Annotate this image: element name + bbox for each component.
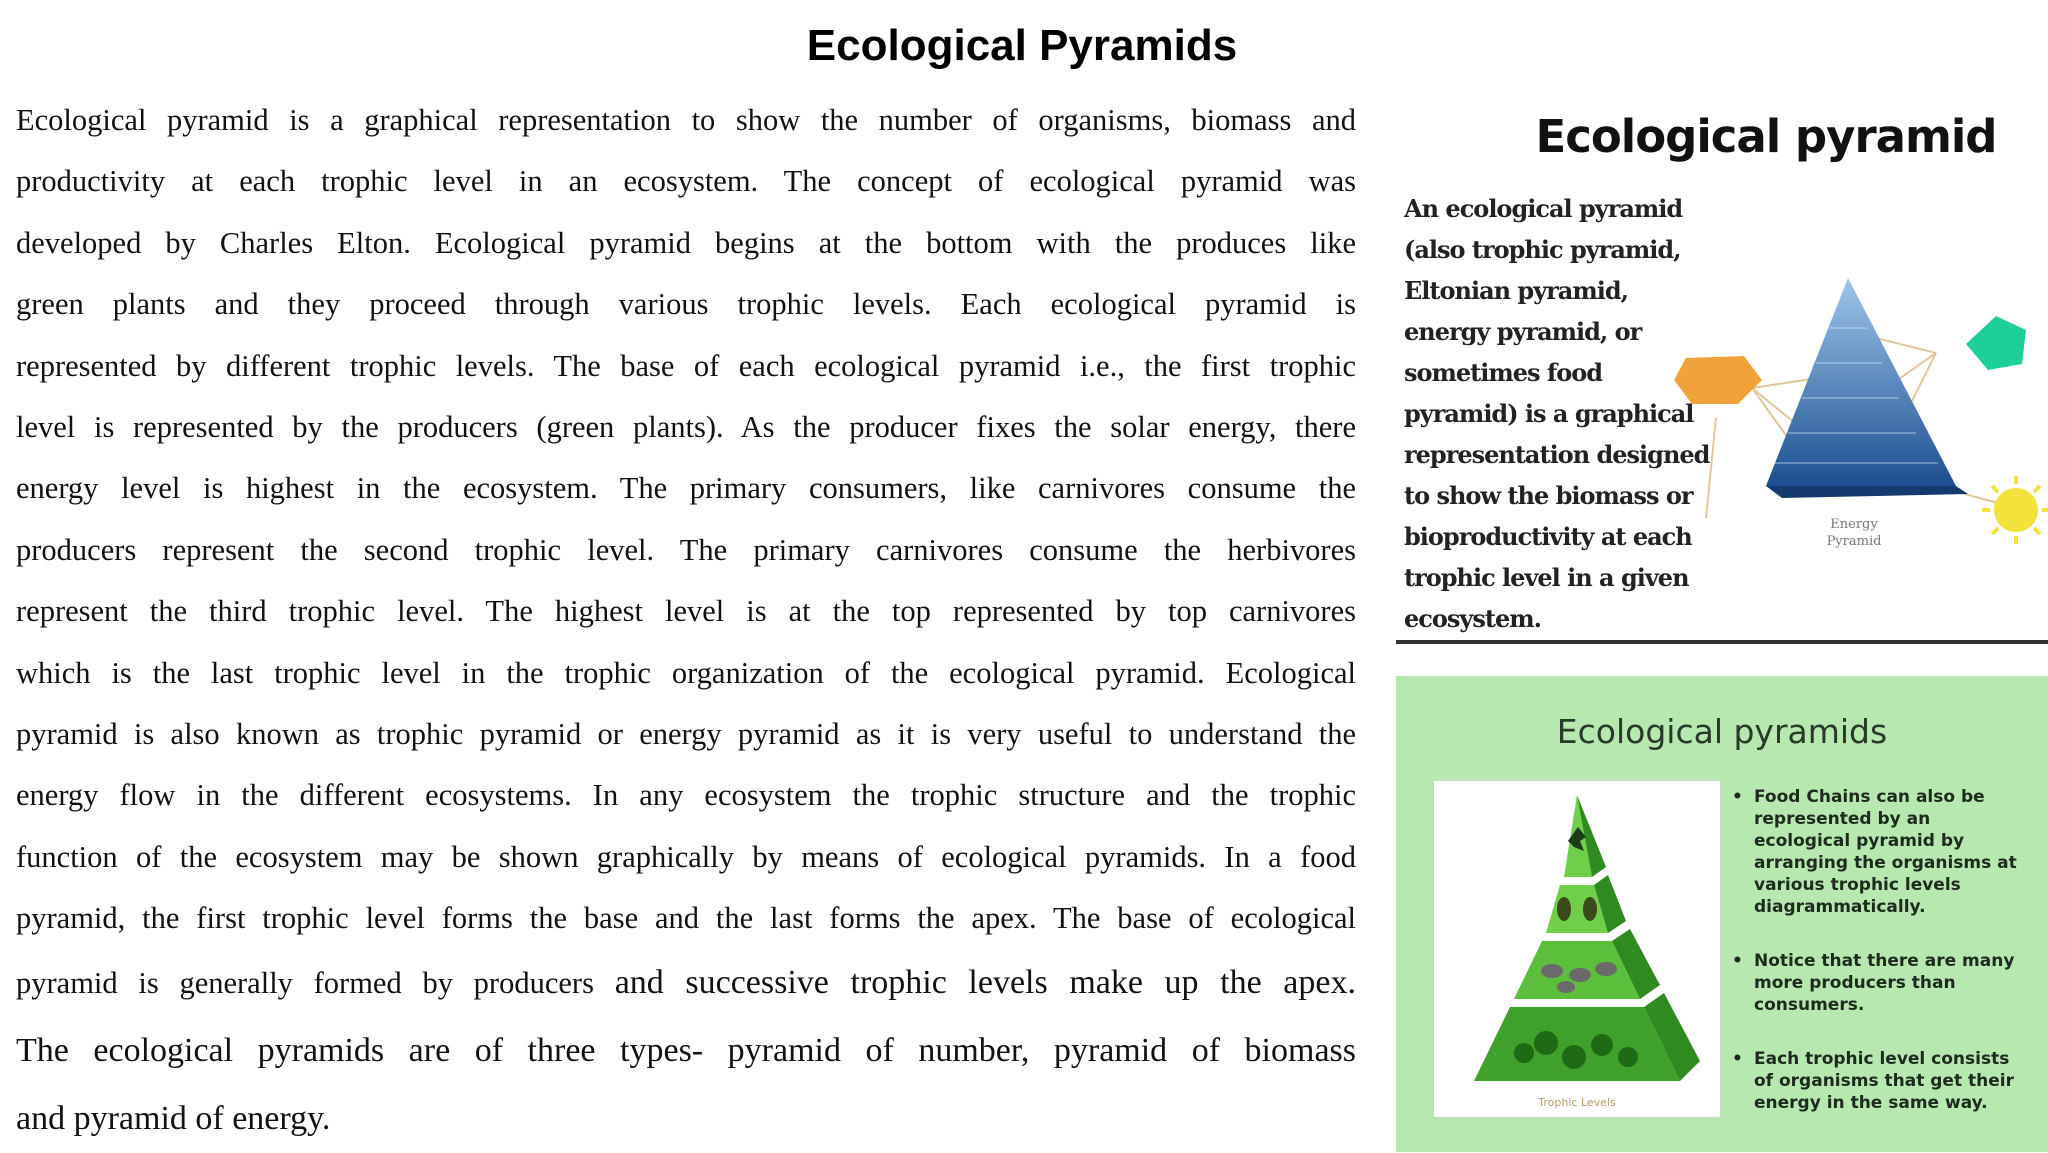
- figure1-desc-line: ecosystem.: [1404, 604, 1541, 633]
- figure1-desc-line: sometimes food: [1404, 358, 1603, 387]
- paragraph-line: function of the ecosystem may be shown graphically by means of ecological pyramids. In a food: [16, 839, 1356, 874]
- ecological-pyramids-slide: [1396, 676, 2048, 1152]
- figure2-title: Ecological pyramids: [1556, 712, 1888, 751]
- mixed-small-text: pyramid is generally formed by producers: [16, 966, 615, 1001]
- trophic-pyramid-illustration: [1434, 781, 1720, 1117]
- trophic-levels-caption: Trophic Levels: [1538, 1096, 1616, 1109]
- paragraph-line: Ecological pyramid is a graphical representation to show the number of organisms, biomass and: [16, 103, 1356, 137]
- figure1-desc-line: trophic level in a given: [1404, 563, 1689, 592]
- orange-pentagon-shape: [1674, 356, 1762, 404]
- figure1-desc-line: energy pyramid, or: [1404, 317, 1642, 346]
- body-paragraph: [16, 90, 1356, 1153]
- paragraph-line: green plants and they proceed through various trophic levels. Each ecological pyramid is: [16, 287, 1356, 322]
- paragraph-line: energy flow in the different ecosystems. In any ecosystem the trophic structure and the trophic: [16, 778, 1356, 813]
- figure2-bullet-list: [1730, 786, 2030, 1146]
- energy-pyramid-illustration: [1656, 258, 2048, 588]
- figure1-desc-line: An ecological pyramid: [1404, 194, 1683, 223]
- figure1-desc-line: to show the biomass or: [1404, 481, 1693, 510]
- figure1-desc-line: Eltonian pyramid,: [1404, 276, 1628, 305]
- figure1-title: Ecological pyramid: [1535, 110, 1997, 163]
- figure1-desc-line: bioproductivity at each: [1404, 522, 1692, 551]
- figure1-desc-line: pyramid) is a graphical: [1404, 399, 1694, 428]
- paragraph-line: which is the last trophic level in the trophic organization of the ecological pyramid. Ecological: [16, 655, 1356, 690]
- paragraph-line-large: The ecological pyramids are of three types- pyramid of number, pyramid of biomass: [16, 1032, 1356, 1070]
- pyramid-tier-1: [1474, 1007, 1680, 1081]
- green-pentagon-shape: [1966, 316, 2026, 370]
- trophic-pyramid-panel: [1433, 780, 1721, 1118]
- figure1-desc-line: (also trophic pyramid,: [1404, 235, 1681, 264]
- mixed-large-text: and successive trophic levels make up the apex.: [614, 964, 1356, 1002]
- pyramid-base-shadow: [1766, 486, 1968, 498]
- paragraph-line: productivity at each trophic level in an ecosystem. The concept of ecological pyramid was: [16, 164, 1356, 199]
- bullet-item: • Each trophic level consists of organisms that get their energy in the same way.: [1730, 1048, 2030, 1114]
- page-title: Ecological Pyramids: [806, 21, 1238, 70]
- figure1-desc-line: representation designed: [1404, 440, 1710, 469]
- bullet-item: • Notice that there are many more producers than consumers.: [1730, 950, 2030, 1016]
- paragraph-line: producers represent the second trophic level. The primary carnivores consume the herbivores: [16, 532, 1356, 567]
- pyramid-caption-line: Pyramid: [1826, 534, 1882, 549]
- figure-divider: [1396, 640, 2048, 644]
- paragraph-line: developed by Charles Elton. Ecological pyramid begins at the bottom with the produces like: [16, 225, 1356, 260]
- paragraph-line-large: and pyramid of energy.: [16, 1100, 331, 1138]
- paragraph-line: represent the third trophic level. The highest level is at the top represented by top carnivores: [16, 594, 1356, 629]
- pyramid-caption-line: Energy: [1830, 517, 1878, 532]
- ecological-pyramid-figure: [1396, 98, 2048, 644]
- bullet-item: • Food Chains can also be represented by an ecological pyramid by arranging the organisms at various trophic levels diagrammatically.: [1730, 786, 2030, 918]
- paragraph-line: represented by different trophic levels. The base of each ecological pyramid i.e., the first trophic: [16, 348, 1356, 383]
- paragraph-line: energy level is highest in the ecosystem. The primary consumers, like carnivores consume the: [16, 471, 1356, 506]
- paragraph-line-mixed: [16, 949, 1356, 1017]
- paragraph-line: pyramid is also known as trophic pyramid or energy pyramid as it is very useful to understand the: [16, 716, 1356, 751]
- paragraph-line: level is represented by the producers (green plants). As the producer fixes the solar energy, there: [16, 409, 1356, 444]
- paragraph-line: pyramid, the first trophic level forms the base and the last forms the apex. The base of ecological: [16, 901, 1356, 936]
- sun-icon: [1982, 476, 2048, 544]
